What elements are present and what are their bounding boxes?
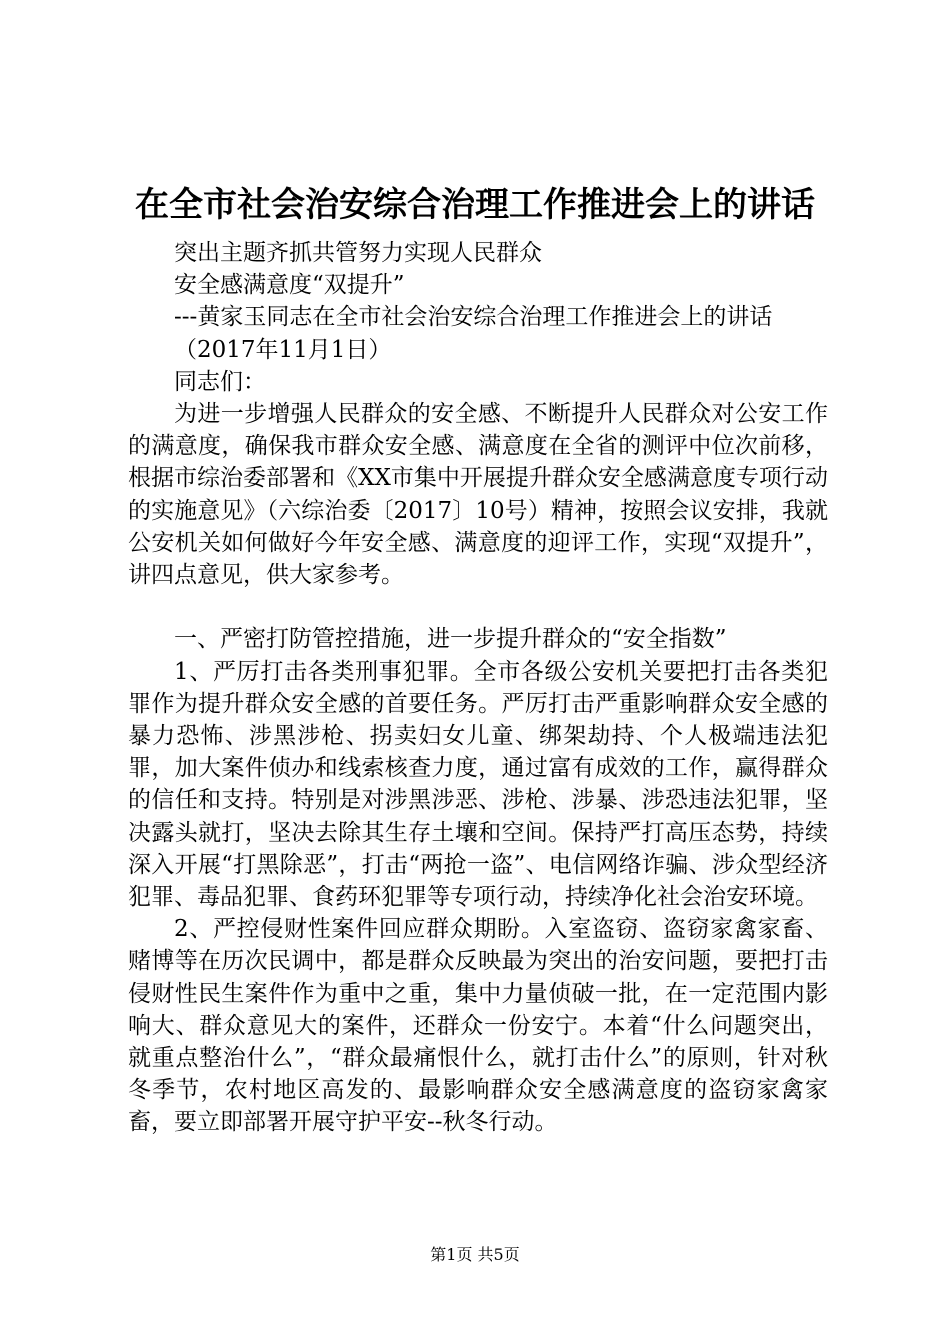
- subtitle-line-2: 安全感满意度“双提升”: [174, 272, 405, 299]
- date-line: （2017年11月1日）: [174, 336, 392, 363]
- document-body: [128, 237, 828, 1139]
- body-paragraph: 为进一步增强人民群众的安全感、不断提升人民群众对公安工作的满意度，确保我市群众安全感、满意度在全省的测评中位次前移，根据市综治委部署和《XX市集中开展提升群众安全感满意度专项行动的实施意见》（六综治委〔2017〕10号）精神，按照会议安排，我就公安机关如何做好今年安全感、满意度的迎评工作，实现“双提升”，讲四点意见，供大家参考。: [128, 401, 828, 589]
- blank-line: [128, 591, 828, 623]
- body-paragraph: 2、严控侵财性案件回应群众期盼。入室盗窃、盗窃家禽家畜、赌博等在历次民调中，都是群众反映最为突出的治安问题，要把打击侵财性民生案件作为重中之重，集中力量侦破一批，在一定范围内影响大、群众意见大的案件，还群众一份安宁。本着“什么问题突出，就重点整治什么”，“群众最痛恨什么，就打击什么”的原则，针对秋冬季节，农村地区高发的、最影响群众安全感满意度的盗窃家禽家畜，要立即部署开展守护平安--秋冬行动。: [128, 916, 828, 1136]
- section-heading: 一、严密打防管控措施，进一步提升群众的“安全指数”: [174, 626, 727, 653]
- subtitle-line-1: 突出主题齐抓共管努力实现人民群众: [174, 240, 542, 266]
- document-title: 在全市社会治安综合治理工作推进会上的讲话: [135, 185, 815, 225]
- body-paragraph: 1、严厉打击各类刑事犯罪。全市各级公安机关要把打击各类犯罪作为提升群众安全感的首要任务。严厉打击严重影响群众安全感的暴力恐怖、涉黑涉枪、拐卖妇女儿童、绑架劫持、个人极端违法犯罪，加大案件侦办和线索核查力度，通过富有成效的工作，赢得群众的信任和支持。特别是对涉黑涉恶、涉枪、涉暴、涉恐违法犯罪，坚决露头就打，坚决去除其生存土壤和空间。保持严打高压态势，持续深入开展“打黑除恶”，打击“两抢一盗”、电信网络诈骗、涉众型经济犯罪、毒品犯罪、食药环犯罪等专项行动，持续净化社会治安环境。: [128, 658, 828, 911]
- speaker-line: ---黄家玉同志在全市社会治安综合治理工作推进会上的讲话: [174, 304, 773, 331]
- salutation: 同志们：: [174, 368, 266, 395]
- page-footer: 第1页 共5页: [430, 1245, 520, 1264]
